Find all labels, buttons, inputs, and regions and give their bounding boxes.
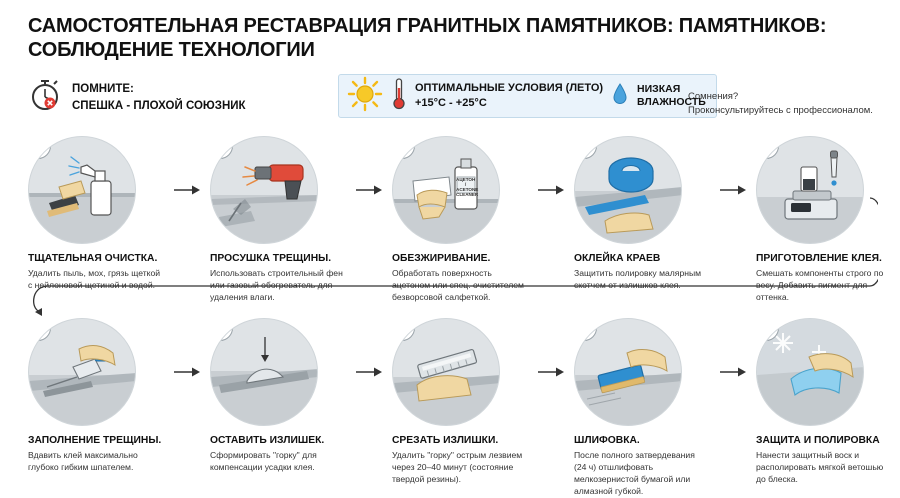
top-info-bar xyxy=(28,78,878,126)
sun-icon xyxy=(347,76,383,117)
arrow-7-8 xyxy=(356,366,382,378)
step-9 xyxy=(574,318,709,498)
arrow-8-9 xyxy=(538,366,564,378)
remember-line-2: СПЕШКА - ПЛОХОЙ СОЮЗНИК xyxy=(72,99,246,112)
step-6 xyxy=(28,318,163,474)
step-5-heading: ПРИГОТОВЛЕНИЕ КЛЕЯ. xyxy=(756,253,882,264)
step-2-illustration xyxy=(210,136,318,244)
step-1-text: Удалить пыль, мох, грязь щеткой с нейлоновой щетиной и водой. xyxy=(28,268,161,291)
step-1-number: 1 xyxy=(28,136,51,159)
step-2-number: 2 xyxy=(210,136,233,159)
step-3-bottle-label: АЦЕТОН / ACETONE CLEANER xyxy=(456,177,479,198)
step-8 xyxy=(392,318,527,486)
arrow-9-10 xyxy=(720,366,746,378)
step-3-text: Обработать поверхность ацетоном или спец. очистителем безворсовой салфеткой. xyxy=(392,268,524,303)
remember-text xyxy=(72,81,246,114)
step-2-heading: ПРОСУШКА ТРЕЩИНЫ. xyxy=(210,253,332,264)
step-5 xyxy=(756,136,891,304)
conditions-text xyxy=(415,81,603,111)
step-5-number: 5 xyxy=(756,136,779,159)
step-3-number: 3 xyxy=(392,136,415,159)
consult-note xyxy=(688,90,873,118)
step-4 xyxy=(574,136,709,292)
step-4-text: Защитить полировку малярным скотчем от излишков клея. xyxy=(574,268,702,291)
remember-line-1: ПОМНИТЕ: xyxy=(72,82,134,95)
optimal-conditions-panel xyxy=(338,74,717,118)
step-7-heading: ОСТАВИТЬ ИЗЛИШЕК. xyxy=(210,435,325,446)
step-7 xyxy=(210,318,345,474)
step-6-heading: ЗАПОЛНЕНИЕ ТРЕЩИНЫ. xyxy=(28,435,162,446)
step-4-heading: ОКЛЕЙКА КРАЕВ xyxy=(574,253,661,264)
humidity-line-1: НИЗКАЯ xyxy=(637,82,681,95)
page-title: САМОСТОЯТЕЛЬНАЯ РЕСТАВРАЦИЯ ГРАНИТНЫХ ПАМЯТНИКОВ: ПАМЯТНИКОВ: СОБЛЮДЕНИЕ ТЕХНОЛОГИИ xyxy=(28,15,827,62)
arrow-4-5 xyxy=(720,184,746,196)
step-9-number: 9 xyxy=(574,318,597,341)
arrow-2-3 xyxy=(356,184,382,196)
step-8-heading: СРЕЗАТЬ ИЗЛИШКИ. xyxy=(392,435,499,446)
consult-line-2: Проконсультируйтесь с профессионалом. xyxy=(688,104,873,116)
arrow-3-4 xyxy=(538,184,564,196)
step-7-text: Сформировать "горку" для компенсации усадки клея. xyxy=(210,450,317,473)
step-2-text: Использовать строительный фен или газовый обогреватель для удаления влаги. xyxy=(210,268,343,303)
step-10-number: 10 xyxy=(756,318,779,341)
step-6-illustration xyxy=(28,318,136,426)
arrow-1-2 xyxy=(174,184,200,196)
step-3-heading: ОБЕЗЖИРИВАНИЕ. xyxy=(392,253,491,264)
conditions-heading: ОПТИМАЛЬНЫЕ УСЛОВИЯ (ЛЕТО) xyxy=(415,82,604,95)
step-2 xyxy=(210,136,345,304)
stopwatch-icon xyxy=(28,78,62,117)
step-6-text: Вдавить клей максимально глубоко гибким шпателем. xyxy=(28,450,138,473)
step-5-text: Смешать компоненты строго по весу. Добавить пигмент для оттенка. xyxy=(756,268,884,303)
step-10 xyxy=(756,318,891,486)
step-4-illustration xyxy=(574,136,682,244)
step-9-heading: ШЛИФОВКА. xyxy=(574,435,640,446)
step-10-heading: ЗАЩИТА И ПОЛИРОВКА xyxy=(756,435,880,446)
step-5-illustration xyxy=(756,136,864,244)
step-3 xyxy=(392,136,527,304)
step-8-illustration xyxy=(392,318,500,426)
step-1 xyxy=(28,136,163,292)
step-9-illustration xyxy=(574,318,682,426)
water-drop-icon xyxy=(612,82,628,111)
step-8-number: 8 xyxy=(392,318,415,341)
consult-line-1: Сомнения? xyxy=(688,91,739,102)
step-3-illustration xyxy=(392,136,500,244)
step-1-illustration xyxy=(28,136,136,244)
step-6-number: 6 xyxy=(28,318,51,341)
step-10-illustration xyxy=(756,318,864,426)
step-4-number: 4 xyxy=(574,136,597,159)
remember-block xyxy=(28,78,246,117)
humidity-line-2: ВЛАЖНОСТЬ xyxy=(637,96,706,108)
conditions-temperature: +15°C - +25°C xyxy=(415,97,487,109)
step-8-text: Удалить "горку" острым лезвием через 20–40 минут (состояние твердой резины). xyxy=(392,450,523,485)
thermometer-icon xyxy=(392,76,406,117)
step-7-number: 7 xyxy=(210,318,233,341)
arrow-6-7 xyxy=(174,366,200,378)
step-7-illustration xyxy=(210,318,318,426)
step-1-heading: ТЩАТЕЛЬНАЯ ОЧИСТКА. xyxy=(28,253,158,264)
step-9-text: После полного затвердевания (24 ч) отшлифовать мелкозернистой бумагой или алмазной губкой. xyxy=(574,450,695,496)
step-10-text: Нанести защитный воск и располировать мягкой ветошью до блеска. xyxy=(756,450,884,485)
